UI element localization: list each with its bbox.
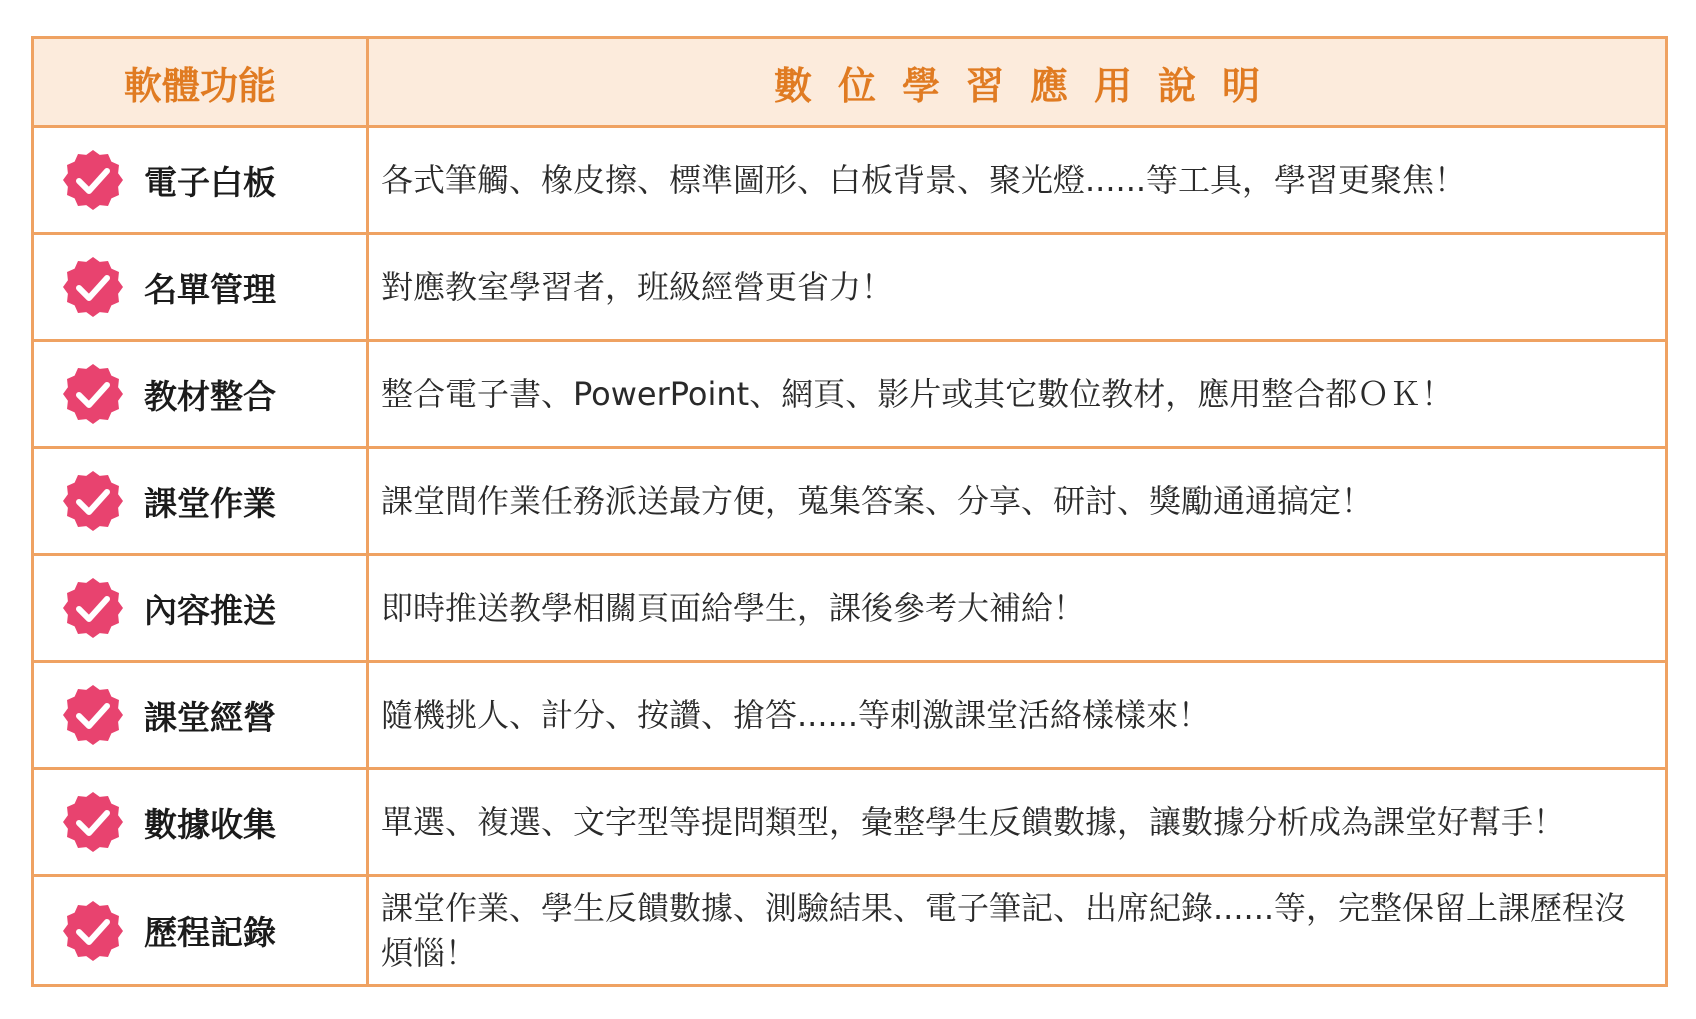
feature-label: 課堂作業 <box>144 483 276 523</box>
feature-cell <box>34 556 369 663</box>
feature-label: 課堂經營 <box>144 697 276 737</box>
check-badge-icon <box>62 791 124 853</box>
description-cell <box>369 877 1665 984</box>
description-text: 對應教室學習者，班級經營更省力！ <box>381 267 894 306</box>
feature-label: 電子白板 <box>144 162 276 202</box>
feature-label: 數據收集 <box>144 804 276 844</box>
description-cell <box>369 770 1665 877</box>
feature-label: 名單管理 <box>144 269 276 309</box>
description-cell <box>369 556 1665 663</box>
feature-cell <box>34 877 369 984</box>
header-desc-label: 數位學習應用說明 <box>773 63 1286 108</box>
check-badge-icon <box>62 577 124 639</box>
feature-cell <box>34 770 369 877</box>
check-badge-icon <box>62 256 124 318</box>
description-text: 課堂作業、學生反饋數據、測驗結果、電子筆記、出席紀錄......等，完整保留上課歷程沒煩惱！ <box>381 888 1627 972</box>
header-desc-col <box>369 39 1665 128</box>
check-badge-icon <box>62 900 124 962</box>
feature-table <box>31 36 1668 987</box>
feature-cell <box>34 235 369 342</box>
description-cell <box>369 128 1665 235</box>
check-badge-icon <box>62 684 124 746</box>
feature-cell <box>34 663 369 770</box>
feature-cell <box>34 342 369 449</box>
description-text: 單選、複選、文字型等提問類型，彙整學生反饋數據，讓數據分析成為課堂好幫手！ <box>381 802 1566 841</box>
description-text: 課堂間作業任務派送最方便，蒐集答案、分享、研討、獎勵通通搞定！ <box>381 481 1374 520</box>
check-badge-icon <box>62 149 124 211</box>
description-text: 即時推送教學相關頁面給學生，課後參考大補給！ <box>381 588 1086 627</box>
feature-cell <box>34 449 369 556</box>
check-badge-icon <box>62 363 124 425</box>
check-badge-icon <box>62 470 124 532</box>
feature-label: 內容推送 <box>144 590 276 630</box>
feature-label: 歷程記錄 <box>144 913 276 952</box>
description-text: 整合電子書、PowerPoint、網頁、影片或其它數位教材，應用整合都ＯＫ！ <box>381 374 1454 413</box>
description-cell <box>369 449 1665 556</box>
feature-label: 教材整合 <box>144 376 276 416</box>
feature-cell <box>34 128 369 235</box>
description-cell <box>369 663 1665 770</box>
header-feature-col <box>34 39 369 128</box>
description-text: 隨機挑人、計分、按讚、搶答......等刺激課堂活絡樣樣來！ <box>381 695 1211 734</box>
description-cell <box>369 342 1665 449</box>
description-cell <box>369 235 1665 342</box>
description-text: 各式筆觸、橡皮擦、標準圖形、白板背景、聚光燈......等工具，學習更聚焦！ <box>381 160 1467 199</box>
header-feature-label: 軟體功能 <box>123 63 276 108</box>
